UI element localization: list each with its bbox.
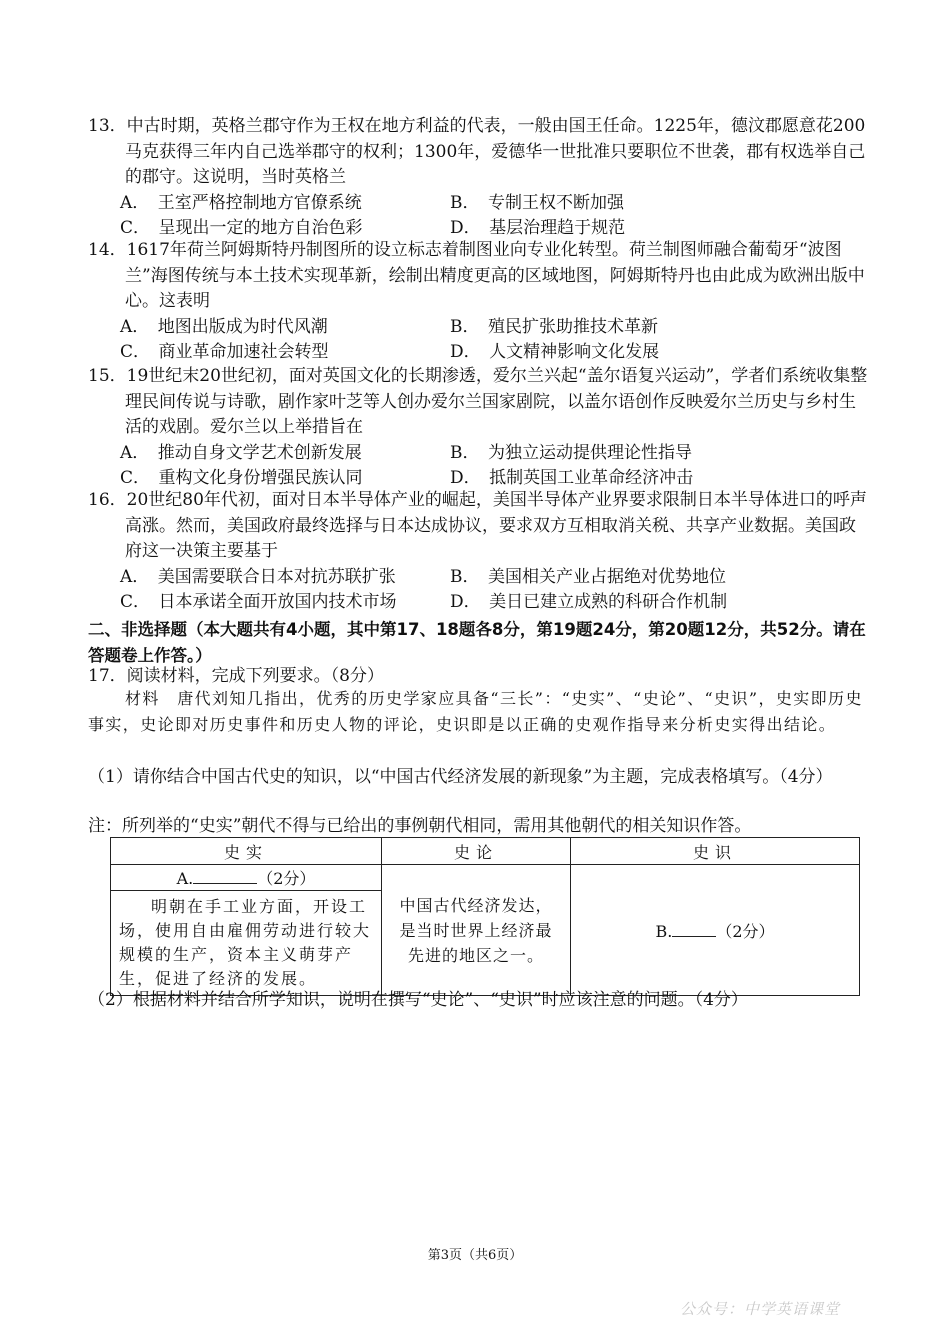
note-text: 注：所列举的“史实”朝代不得与已给出的事例朝代相同，需用其他朝代的相关知识作答。 (88, 816, 752, 836)
option-d: D． 基层治理趋于规范 (450, 218, 626, 238)
option-b: B． 殖民扩张助推技术革新 (450, 316, 658, 337)
material-text: 材料 唐代刘知几指出，优秀的历史学家应具备“三长”：“史实”、“史论”、“史识”，史实即历史事实，史论即对历史事件和历史人物的评论，史识即是以正确的史观作指导来分析史实得出结论。 (88, 689, 863, 734)
page-number: 第3页（共6页） (427, 1248, 523, 1263)
cell-a (111, 865, 382, 891)
question-16 (88, 488, 868, 616)
question-17-part-2: （2）根据材料并结合所学知识，说明在撰写“史论”、“史识”时应该注意的问题。（4分） (88, 990, 748, 1010)
blank-b-score: （2分） (716, 921, 775, 941)
question-17-part-1: （1）请你结合中国古代史的知识，以“中国古代经济发展的新现象”为主题，完成表格填写。（4分） (88, 767, 833, 787)
question-17-intro: 17．阅读材料，完成下列要求。（8分） (88, 666, 384, 686)
option-d: D． 抵制英国工业革命经济冲击 (450, 468, 694, 488)
option-a: A． 地图出版成为时代风潮 (120, 316, 328, 337)
question-stem: 15．19世纪末20世纪初，面对英国文化的长期渗透，爱尔兰兴起“盖尔语复兴运动”，学者们系统收集整理民间传说与诗歌，剧作家叶芝等人创办爱尔兰国家剧院，以盖尔语创作反映爱尔兰历史与乡村生活的戏剧。爱尔兰以上举措旨在 (88, 366, 868, 437)
cell-b (571, 865, 860, 996)
option-c: C． 呈现出一定的地方自治色彩 (120, 218, 363, 238)
option-b: B． 为独立运动提供理论性指导 (450, 442, 692, 463)
question-stem: 14．1617年荷兰阿姆斯特丹制图所的设立标志着制图业向专业化转型。荷兰制图师融合葡萄牙“波图兰”海图传统与本土技术实现革新，绘制出精度更高的区域地图，阿姆斯特丹也由此成为欧洲出版中心。这表明 (88, 240, 865, 311)
table-row (111, 865, 860, 891)
section-heading: 二、非选择题（本大题共有4小题，其中第17、18题各8分，第19题24分，第20题12分，共52分。请在答题卷上作答。） (88, 620, 866, 665)
option-d: D． 人文精神影响文化发展 (450, 342, 660, 362)
blank-b[interactable] (672, 936, 716, 937)
option-a: A． 王室严格控制地方官僚系统 (120, 192, 362, 213)
option-c: C． 日本承诺全面开放国内技术市场 (120, 592, 397, 612)
options (88, 315, 868, 366)
option-a: A． 美国需要联合日本对抗苏联扩张 (120, 566, 396, 587)
question-14 (88, 238, 868, 366)
header-comment: 史论 (382, 838, 571, 865)
header-insight: 史识 (571, 838, 860, 865)
option-c: C． 商业革命加速社会转型 (120, 342, 329, 362)
blank-a-prefix: A. (176, 869, 194, 888)
question-stem: 16．20世纪80年代初，面对日本半导体产业的崛起，美国半导体产业界要求限制日本半导体进口的呼声高涨。然而，美国政府最终选择与日本达成协议，要求双方互相取消关税、共享产业数据。美国政府这一决策主要基于 (88, 490, 867, 561)
option-d: D． 美日已建立成熟的科研合作机制 (450, 592, 728, 612)
option-b: B． 美国相关产业占据绝对优势地位 (450, 566, 726, 587)
options (88, 191, 868, 242)
question-15 (88, 364, 868, 492)
question-13 (88, 114, 868, 242)
cell-fact: 明朝在手工业方面，开设工场，使用自由雇佣劳动进行较大规模的生产，资本主义萌芽产生，促进了经济的发展。 (111, 891, 382, 996)
watermark: 公众号：中学英语课堂 (680, 1300, 841, 1318)
table-header-row (111, 838, 860, 865)
header-fact: 史实 (111, 838, 382, 865)
options (88, 565, 868, 616)
cell-comment: 中国古代经济发达，是当时世界上经济最先进的地区之一。 (382, 865, 571, 996)
blank-a[interactable] (193, 883, 257, 884)
blank-a-score: （2分） (257, 869, 316, 888)
option-a: A． 推动自身文学艺术创新发展 (120, 442, 362, 463)
options (88, 441, 868, 492)
option-c: C． 重构文化身份增强民族认同 (120, 468, 363, 488)
history-table (110, 837, 860, 996)
blank-b-prefix: B. (655, 921, 673, 941)
question-stem: 13．中古时期，英格兰郡守作为王权在地方利益的代表，一般由国王任命。1225年，德汶郡愿意花200马克获得三年内自己选举郡守的权利；1300年，爱德华一世批准只要职位不世袭，郡有权选举自己的郡守。这说明，当时英格兰 (88, 116, 866, 187)
option-b: B． 专制王权不断加强 (450, 192, 624, 213)
